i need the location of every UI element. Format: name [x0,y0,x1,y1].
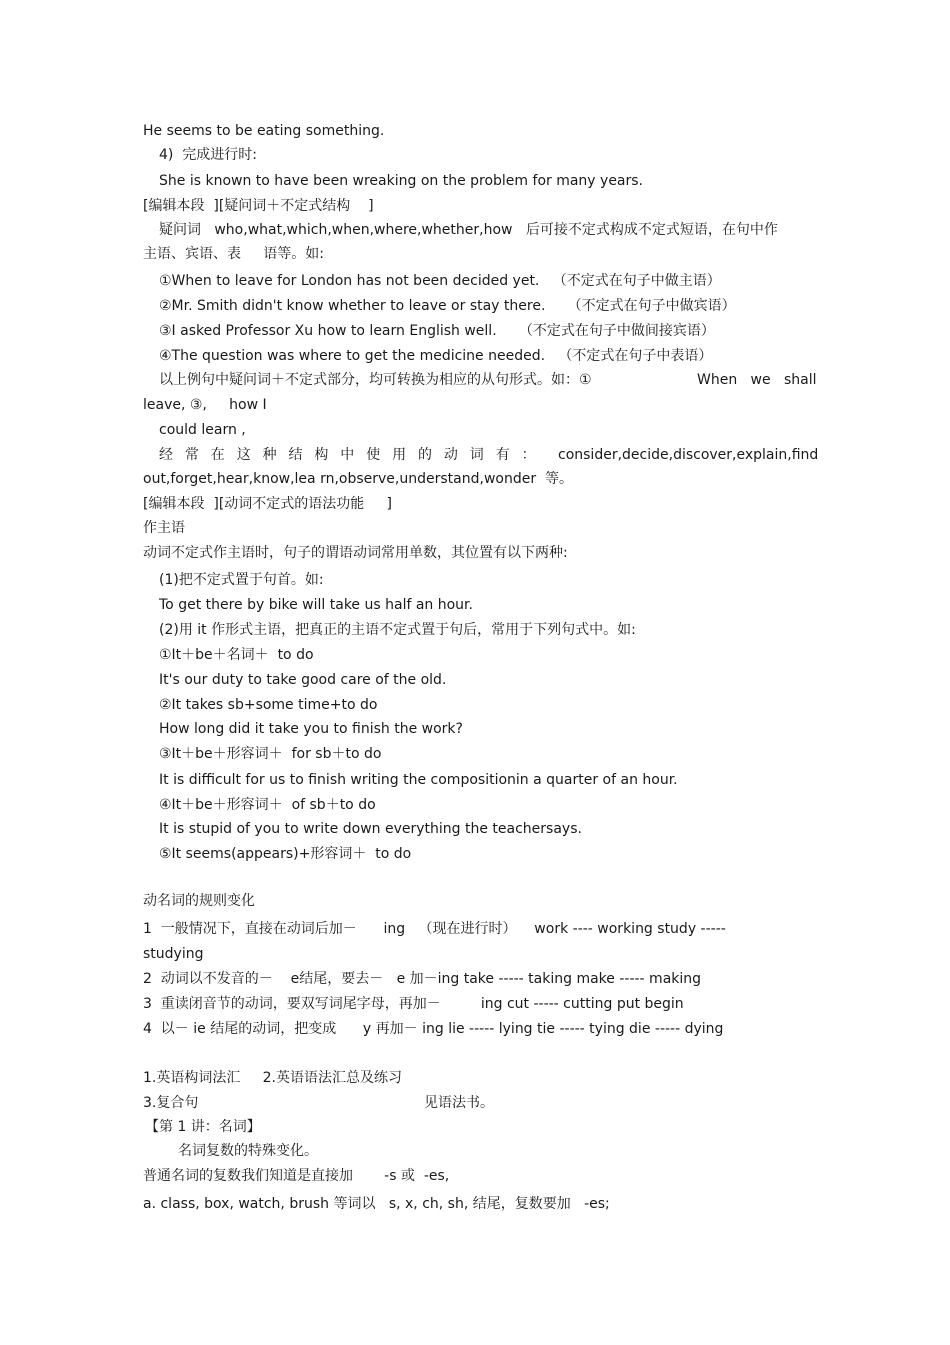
pattern-line: ③It＋be＋形容词＋ for sb＋to do [159,746,382,762]
text-line: studying [143,946,204,962]
pattern-line: ①It＋be＋名词＋ to do [159,647,314,663]
example-sentence: ②Mr. Smith didn't know whether to leave or stay there. （不定式在句子中做宾语） [159,298,736,314]
text-line: 2 动词以不发音的－ e结尾，要去－ e 加－ing take ----- taking make ----- making [143,971,702,987]
subheading: 作主语 [143,520,185,536]
text-line: When we shall [697,372,817,388]
text-line: (1)把不定式置于句首。如: [159,572,324,588]
section-heading: [编辑本段 ][疑问词＋不定式结构 ] [143,198,374,214]
pattern-line: ④It＋be＋形容词＋ of sb＋to do [159,797,376,813]
lecture-heading: 【第 1 讲：名词】 [145,1119,261,1135]
text-line: 3 重读闭音节的动词，要双写词尾字母，再加－ ing cut ----- cutting put begin [143,996,684,1012]
text-line: 疑问词 who,what,which,when,where,whether,how 后可接不定式构成不定式短语，在句中作 [159,222,778,238]
text-line: 名词复数的特殊变化。 [178,1143,318,1159]
text-line: 1.英语构词法汇 2.英语语法汇总及练习 [143,1070,402,1086]
text-line: 3.复合句 [143,1095,199,1111]
text-line: a. class, box, watch, brush 等词以 s, x, ch, sh, 结尾，复数要加 -es; [143,1196,610,1212]
text-line: out,forget,hear,know,lea rn,observe,understand,wonder 等。 [143,471,573,487]
example-sentence: It's our duty to take good care of the old. [159,672,447,688]
example-sentence: ①When to leave for London has not been decided yet. （不定式在句子中做主语） [159,273,721,289]
text-line: 1 一般情况下，直接在动词后加－ ing （现在进行时） work ---- working study ----- [143,921,726,937]
text-line: To get there by bike will take us half an hour. [159,597,473,613]
text-line: leave, ③, how I [143,397,267,413]
example-sentence: It is stupid of you to write down everything the teachersays. [159,821,582,837]
text-line: 主语、宾语、表 语等。如: [143,246,324,262]
text-line: 普通名词的复数我们知道是直接加 -s 或 -es, [143,1168,450,1184]
example-sentence: It is difficult for us to finish writing the compositionin a quarter of an hour. [159,772,678,788]
section-heading: [编辑本段 ][动词不定式的语法功能 ] [143,496,392,512]
text-line: 见语法书。 [424,1095,494,1111]
text-line: He seems to be eating something. [143,123,385,139]
text-line: consider,decide,discover,explain,find [558,447,819,463]
text-line: 4) 完成进行时: [159,147,257,163]
text-line: 经 常 在 这 种 结 构 中 使 用 的 动 词 有 ： [159,447,537,463]
pattern-line: ②It takes sb+some time+to do [159,697,378,713]
pattern-line: ⑤It seems(appears)+形容词＋ to do [159,846,412,862]
text-line: 以上例句中疑问词＋不定式部分，均可转换为相应的从句形式。如：① [159,372,592,388]
text-line: 4 以－ ie 结尾的动词，把变成 y 再加－ ing lie ----- lying tie ----- tying die ----- dying [143,1021,724,1037]
example-sentence: How long did it take you to finish the work? [159,721,463,737]
text-line: 动词不定式作主语时，句子的谓语动词常用单数，其位置有以下两种: [143,545,568,561]
text-line: could learn , [159,422,246,438]
text-line: (2)用 it 作形式主语，把真正的主语不定式置于句后，常用于下列句式中。如: [159,622,636,638]
subheading: 动名词的规则变化 [143,893,255,909]
text-line: She is known to have been wreaking on the problem for many years. [159,173,644,189]
example-sentence: ④The question was where to get the medicine needed. （不定式在句子中表语） [159,348,713,364]
example-sentence: ③I asked Professor Xu how to learn English well. （不定式在句子中做间接宾语） [159,323,715,339]
